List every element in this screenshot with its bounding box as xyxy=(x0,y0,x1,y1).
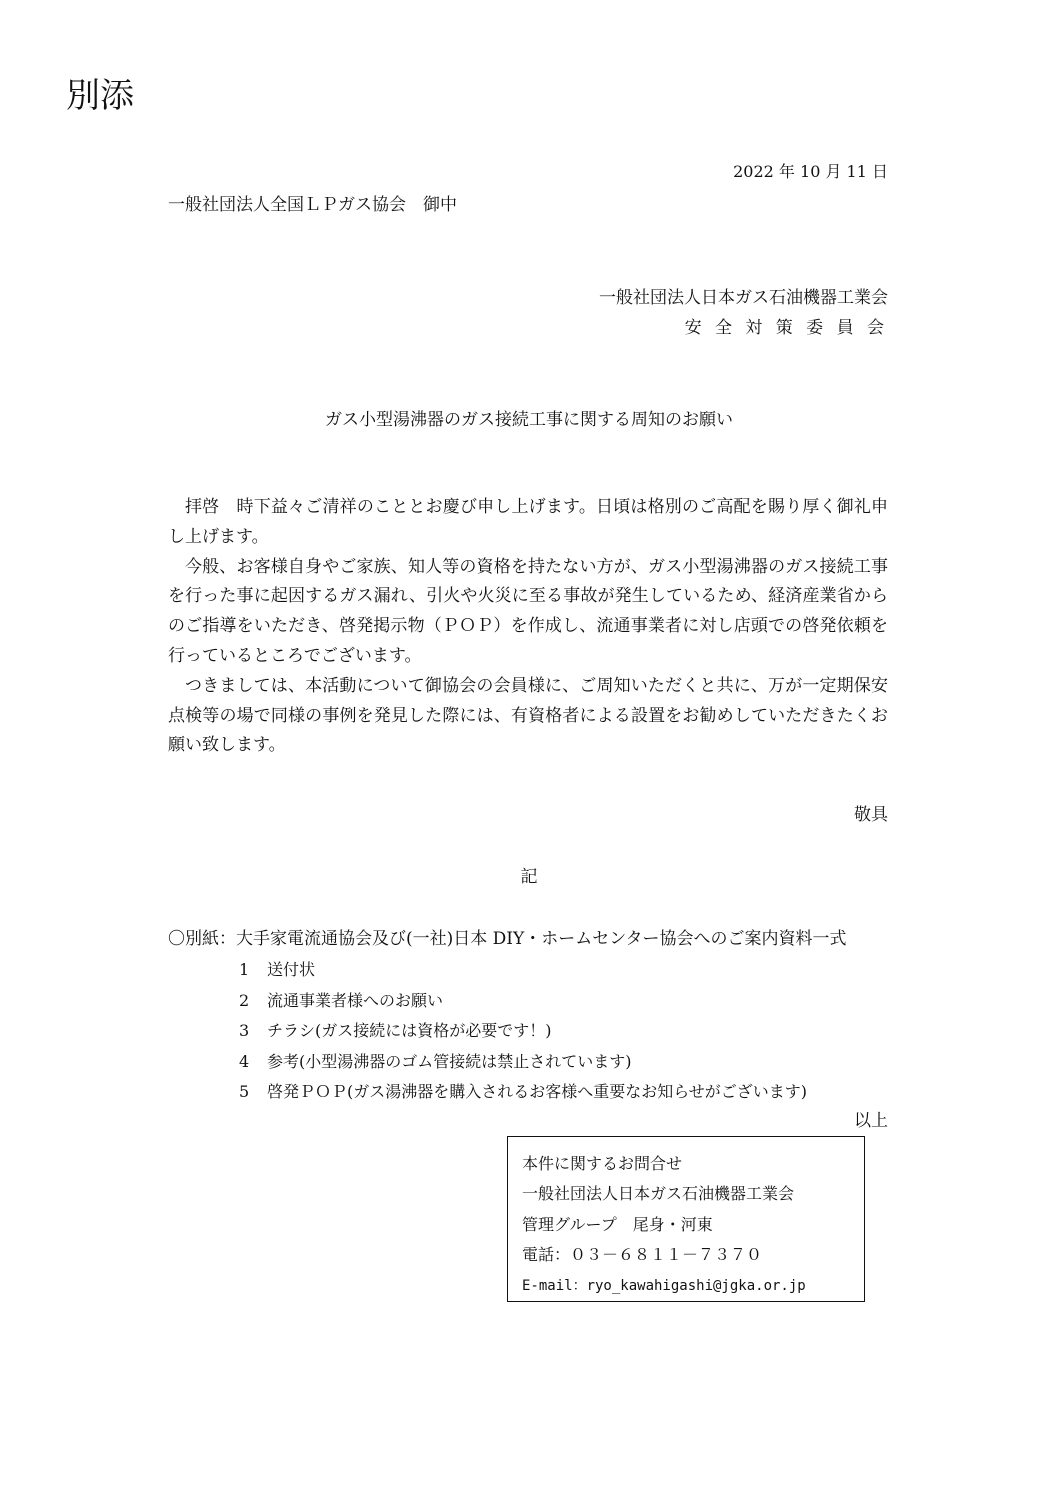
attachment-label: 別添 xyxy=(66,76,134,116)
letter-body xyxy=(168,493,888,761)
list-item xyxy=(239,955,807,986)
list-item-text: 啓発ＰＯＰ(ガス湯沸器を購入されるお客様へ重要なお知らせがございます) xyxy=(267,1082,808,1101)
list-item-number: 1 xyxy=(239,960,250,979)
contact-group: 管理グループ 尾身・河東 xyxy=(522,1214,713,1234)
enclosure-list xyxy=(239,955,807,1108)
list-item-number: 3 xyxy=(239,1021,250,1040)
body-paragraph: つきましては、本活動について御協会の会員様に、ご周知いただくと共に、万が一定期保安点検等の場で同様の事例を発見した際には、有資格者による設置をお勧めしていただきたくお願い致します。 xyxy=(168,675,888,756)
list-item xyxy=(239,1016,807,1047)
end-mark: 以上 xyxy=(854,1111,888,1131)
list-item-number: 5 xyxy=(239,1082,250,1101)
list-item-text: 流通事業者様へのお願い xyxy=(267,990,444,1010)
body-paragraph: 拝啓 時下益々ご清祥のこととお慶び申し上げます。日頃は格別のご高配を賜り厚く御礼申し上げます。 xyxy=(168,497,888,547)
letter-subject: ガス小型湯沸器のガス接続工事に関する周知のお願い xyxy=(325,410,733,430)
list-item-text: 送付状 xyxy=(267,960,316,979)
sender-organization: 一般社団法人日本ガス石油機器工業会 xyxy=(599,288,888,308)
list-item-number: 4 xyxy=(239,1051,250,1071)
sender-committee: 安 全 対 策 委 員 会 xyxy=(684,318,888,338)
list-item xyxy=(239,1047,807,1078)
list-item xyxy=(239,1077,807,1108)
closing-salutation: 敬具 xyxy=(854,805,888,825)
list-item xyxy=(239,986,807,1017)
contact-heading: 本件に関するお問合せ xyxy=(522,1154,683,1173)
addressee: 一般社団法人全国ＬＰガス協会 御中 xyxy=(168,195,457,215)
letter-date: 2022 年 10 月 11 日 xyxy=(733,162,888,181)
contact-email: E-mail：ryo_kawahigashi@jgka.or.jp xyxy=(522,1277,806,1294)
contact-organization: 一般社団法人日本ガス石油機器工業会 xyxy=(522,1184,795,1204)
contact-phone: 電話：０３－６８１１－７３７０ xyxy=(522,1245,763,1265)
list-item-text: チラシ(ガス接続には資格が必要です！) xyxy=(267,1021,552,1040)
list-item-text: 参考(小型湯沸器のゴム管接続は禁止されています) xyxy=(267,1051,632,1071)
body-paragraph: 今般、お客様自身やご家族、知人等の資格を持たない方が、ガス小型湯沸器のガス接続工事を行った事に起因するガス漏れ、引火や火災に至る事故が発生しているため、経済産業省からのご指導をいただき、啓発掲示物（ＰＯＰ）を作成し、流通事業者に対し店頭での啓発依頼を行っているところでございます。 xyxy=(168,556,888,666)
enclosure-title: 〇別紙：大手家電流通協会及び(一社)日本 DIY・ホームセンター協会へのご案内資料一式 xyxy=(168,929,847,949)
list-item-number: 2 xyxy=(239,990,250,1010)
ki-heading: 記 xyxy=(520,867,538,887)
contact-box xyxy=(507,1136,865,1302)
